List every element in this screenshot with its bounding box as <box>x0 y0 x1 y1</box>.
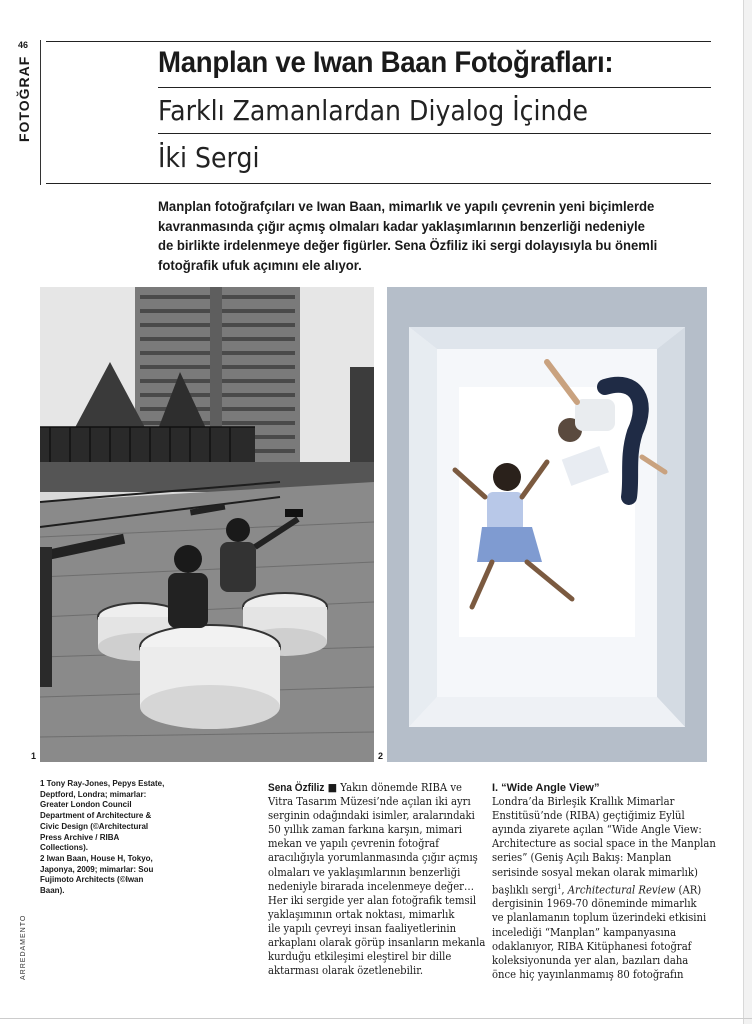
publication-title: Architectural Review <box>567 883 676 897</box>
figure-captions <box>40 779 170 897</box>
footnote-marker: 1 <box>557 882 562 891</box>
body-line: Londra’da Birleşik Krallık Mimarlar <box>492 795 675 809</box>
lead-line: fotoğrafik ufuk açımını ele alıyor. <box>158 257 362 273</box>
caption-line: Deptford, Londra; mimarlar: <box>40 789 147 799</box>
subtitle-rule <box>158 133 711 134</box>
article-subtitle-line2: İki Sergi <box>158 141 260 174</box>
body-line: arkaplanı olarak görüp insanların mekanla <box>268 936 486 950</box>
body-line: serisinde sosyal mekan olarak mimarlık) <box>492 865 698 879</box>
body-line: aracılığıyla yorumlanmasında çığır açmış <box>268 851 478 865</box>
lead-line: kavranmasında çığır açmış olmaları kadar yaklaşımlarının benzerliği nedeniyle <box>158 218 645 234</box>
figure-2-number: 2 <box>378 751 384 761</box>
caption-line: Civic Design (©Architectural <box>40 821 149 831</box>
caption-line: 2 Iwan Baan, House H, Tokyo, <box>40 853 153 863</box>
author-name: Sena Özfiliz <box>268 782 325 794</box>
body-line: mekan ve yapılı çevrenin fotoğraf <box>268 837 440 851</box>
caption-line: Japonya, 2009; mimarlar: Sou <box>40 864 154 874</box>
caption-line: Press Archive / RIBA <box>40 832 120 842</box>
body-line <box>492 880 702 898</box>
body-text: başlıklı sergi <box>492 883 558 897</box>
section-heading: I. “Wide Angle View” <box>492 782 600 794</box>
body-line: olmaları ve yaklaşımlarının benzerliği <box>268 865 461 879</box>
bottom-rule <box>0 1018 752 1019</box>
body-line: ile yapılı çevreyi insan faaliyetlerinin <box>268 921 457 935</box>
article-title: Manplan ve Iwan Baan Fotoğrafları: <box>158 46 614 79</box>
body-line: serginin odağındaki isimler, aralarındaki <box>268 809 475 823</box>
body-line: aktarması olarak özetlenebilir. <box>268 964 424 978</box>
byline-marker: ■ <box>327 781 338 794</box>
body-line: series” (Geniş Açılı Bakış: Manplan <box>492 851 672 865</box>
body-line: odaklanıyor, RIBA Kitüphanesi fotoğraf <box>492 939 692 953</box>
lead-line: de birlikte irdelenmeye değer figürler. Sena Özfiliz iki sergi dolayısıyla bu önemli <box>158 238 658 253</box>
section-label-text: FOTOĞRAF <box>16 55 32 142</box>
body-line: incelediği “Manplan” kampanyasına <box>492 925 677 939</box>
caption-line: Department of Architecture & <box>40 811 152 821</box>
header-bottom-rule <box>46 183 711 184</box>
body-line: Her iki sergide yer alan fotoğrafik temsil <box>268 893 477 907</box>
page-edge <box>743 0 752 1024</box>
body-line: yaklaşımının ortak noktası, mimarlık <box>268 907 455 921</box>
caption-line: 1 Tony Ray-Jones, Pepys Estate, <box>40 779 165 788</box>
lead-line: Manplan fotoğrafçıları ve Iwan Baan, mimarlık ve yapılı çevrenin yeni biçimlerde <box>158 199 655 214</box>
caption-line: Baan). <box>40 886 65 896</box>
figure-1-number: 1 <box>31 751 37 761</box>
section-label <box>8 55 38 148</box>
article-subtitle-line1: Farklı Zamanlardan Diyalog İçinde <box>158 94 588 127</box>
page-number: 46 <box>18 40 29 50</box>
vertical-rule <box>40 40 41 185</box>
magazine-brand-text: ARREDAMENTO <box>20 914 27 980</box>
caption-line: Collections). <box>40 843 89 853</box>
caption-line: Fujimoto Architects (©Iwan <box>40 875 144 885</box>
photo-house-h <box>387 287 707 762</box>
body-line: Vitra Tasarım Müzesi’nde açılan iki ayrı <box>268 795 471 809</box>
body-line: Enstitüsü’nde (RIBA) geçtiğimiz Eylül <box>492 809 685 823</box>
body-line: 50 yıllık zaman farkına karşın, mimari <box>268 823 462 837</box>
title-rule <box>158 87 711 88</box>
body-line: ve planlamanın toplum üzerindeki etkisini <box>492 911 707 925</box>
body-line: Architecture as social space in the Manplan <box>492 837 716 851</box>
top-rule <box>46 41 711 42</box>
body-text: (AR) <box>675 883 702 897</box>
body-column-1 <box>268 781 488 978</box>
body-line: nedeniyle birarada incelenmeye değer… <box>268 879 475 893</box>
body-column-2 <box>492 781 716 982</box>
body-line: önce hiç yayınlanmamış 80 fotoğrafın <box>492 967 684 981</box>
caption-line: Greater London Council <box>40 800 132 810</box>
lead-paragraph <box>158 197 698 275</box>
body-text: , <box>561 883 568 897</box>
magazine-brand <box>18 914 32 988</box>
body-line: kurduğu etkileşimi eleştirel bir dille <box>268 950 452 964</box>
body-text: Yakın dönemde RIBA ve <box>340 781 462 794</box>
byline-line <box>268 781 473 795</box>
body-line: ayında ziyarete açılan “Wide Angle View: <box>492 823 702 837</box>
body-line: dergisinin 1969-70 döneminde mimarlık <box>492 897 697 911</box>
body-line: koleksiyonunda yer alan, bazıları daha <box>492 953 689 967</box>
photo-pepys-estate <box>40 287 374 762</box>
